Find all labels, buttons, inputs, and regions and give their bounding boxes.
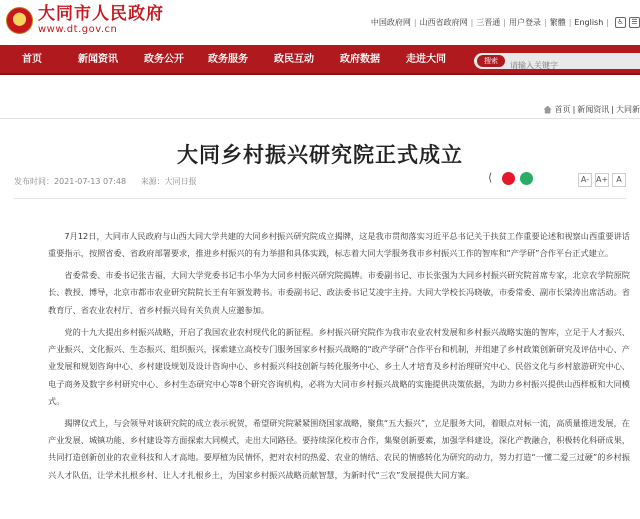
search-button[interactable]: 搜索 [477, 55, 505, 67]
top-link-gov-cn[interactable]: 中国政府网 [370, 18, 411, 27]
breadcrumb-home[interactable]: 首页 [554, 105, 571, 114]
share-icon[interactable] [487, 174, 497, 184]
article-paragraph: 省委常委、市委书记张吉福，大同大学党委书记韦小华为大同乡村振兴研究院揭牌。市委副书记、市长张强为大同乡村振兴研究院首席专家，北京农学院原院长、教授、博导，北京市都市农业研究院院长王有年颁发聘书。市委副书记、政法委书记艾凌宇主持。大同大学校长冯晓敏，市委常委、副市长梁涛出席活动。省教育厅、省农业农村厅、省乡村振兴局有关负责人应邀参加。 [48, 270, 630, 315]
nav-gov-data[interactable]: 政府数据 [340, 54, 380, 65]
site-header [0, 0, 640, 45]
breadcrumb-datong-news[interactable]: 大同新 [616, 105, 640, 114]
nav-home[interactable]: 首页 [22, 54, 42, 65]
article-body [48, 228, 630, 489]
nav-interaction[interactable]: 政民互动 [274, 54, 314, 65]
article-paragraph: 揭牌仪式上，与会领导对该研究院的成立表示祝贺，希望研究院紧紧围绕国家战略，聚焦“五大振兴”，立足服务大同，着眼点对标一流，高质量推进发展，在产业发展、城镇功能、乡村建设等方面探索大同模式，走出大同路径。要持续深化校市合作，集聚创新要素，加强学科建设，深化产教融合，积极转化科研成果，共同打造创新创业的农业科技和人才高地。要厚植为民情怀，把对农村的热爱、农业的情结、农民的情感转化为研究的动力，努力打造“一懂二爱三过硬”的乡村振兴人才队伍，让学术扎根乡村、让人才扎根乡土，为国家乡村振兴战略贡献智慧，为新时代“三农”发展提供大同方案。 [48, 417, 630, 480]
font-reset-button[interactable]: A [612, 173, 626, 187]
national-emblem-icon [6, 7, 33, 34]
nav-news[interactable]: 新闻资讯 [78, 54, 118, 65]
site-url: www.dt.gov.cn [38, 24, 118, 35]
top-link-traditional[interactable]: 繁體 [549, 18, 566, 27]
meta-divider [14, 198, 626, 199]
search-box [474, 53, 640, 69]
breadcrumb: 首页 | 新闻资讯 | 大同新 [544, 104, 640, 115]
top-link-login[interactable]: 用户登录 [509, 18, 541, 27]
share-bar [487, 172, 538, 185]
site-logo[interactable] [6, 4, 164, 36]
article-paragraph: 7月12日，大同市人民政府与山西大同大学共建的大同乡村振兴研究院成立揭牌，这是我市贯彻落实习近平总书记关于扶贫工作重要论述和视察山西重要讲话重要指示，按照省委、省政府部署要求，推进乡村振兴的有力举措和具体实践，标志着大同大学服务我市乡村振兴工作的智库和“产学研”合作平台正式建立。 [48, 231, 630, 259]
font-decrease-button[interactable]: A- [578, 173, 592, 187]
top-link-shanxi[interactable]: 山西省政府网 [419, 18, 468, 27]
top-link-english[interactable]: English [574, 18, 604, 27]
font-increase-button[interactable]: A+ [595, 173, 609, 187]
article-title: 大同乡村振兴研究院正式成立 [177, 143, 463, 167]
accessibility-icon[interactable]: ♿ [615, 17, 626, 28]
nav-gov-affairs[interactable]: 政务公开 [144, 54, 184, 65]
nav-gov-services[interactable]: 政务服务 [208, 54, 248, 65]
publish-time: 发布时间：2021-07-13 07:48 [14, 177, 127, 186]
article-meta [14, 176, 209, 187]
nav-about-datong[interactable]: 走进大同 [406, 54, 446, 65]
article-paragraph: 党的十九大提出乡村振兴战略，开启了我国农业农村现代化的新征程。乡村振兴研究院作为我市农业农村发展和乡村振兴战略实施的智库，立足于人才振兴、产业振兴、文化振兴、生态振兴、组织振兴，探索建立高校专门服务国家乡村振兴战略的“政产学研”合作平台和机制，并组建了乡村政策创新研究及评估中心、产业发展和规划咨询中心、乡村建设规划及设计咨询中心、乡村振兴科技创新与转化服务中心、乡土人才培育及乡村治理研究中心、民俗文化与乡村旅游研究中心、电子商务及数字乡村研究中心、乡村生态研究中心等8个研究咨询机构，必将为大同市乡村振兴战略的实施提供决策依据，为助力乡村振兴提供山西样板和大同模式。 [48, 326, 630, 406]
weibo-icon[interactable] [502, 172, 515, 185]
font-size-controls [575, 173, 626, 187]
breadcrumb-news[interactable]: 新闻资讯 [577, 105, 610, 114]
top-links: 中国政府网 | 山西省政府网 | 三晋通 | 用户登录 | 繁體 | English | ♿ ☰ [371, 17, 640, 28]
top-link-sanjintong[interactable]: 三晋通 [476, 18, 501, 27]
elder-mode-icon[interactable]: ☰ [629, 17, 640, 28]
article-source: 来源：大同日报 [140, 177, 197, 186]
main-nav [0, 45, 640, 75]
wechat-icon[interactable] [520, 172, 533, 185]
site-title: 大同市人民政府 [38, 4, 164, 24]
home-icon [544, 106, 552, 114]
